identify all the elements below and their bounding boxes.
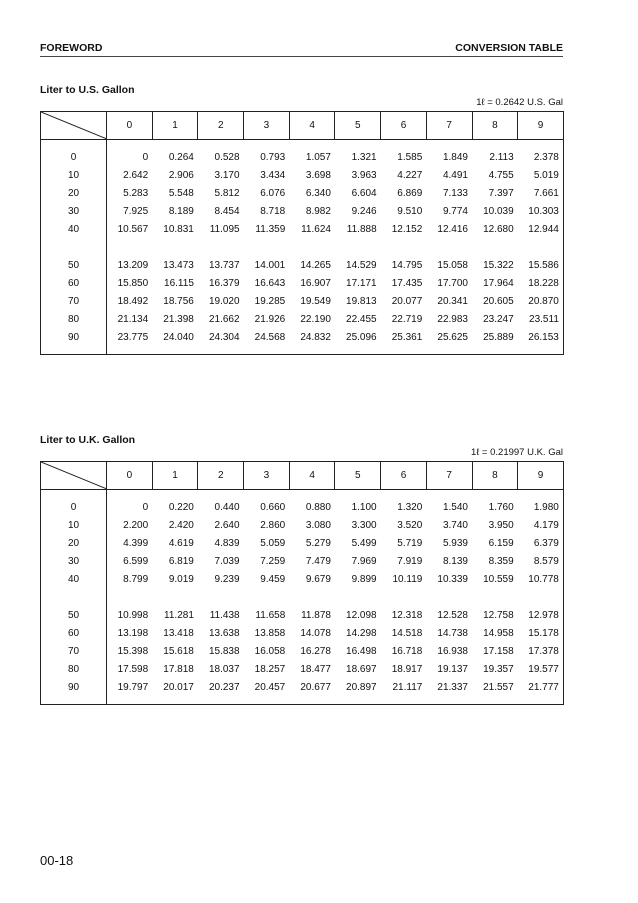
value-cell: 21.662	[208, 313, 240, 325]
value-cell: 7.661	[518, 184, 564, 202]
value-cell: 14.298	[346, 627, 377, 639]
value-cell: 11.888	[346, 223, 377, 235]
table-row	[41, 552, 564, 570]
column-header: 2	[198, 112, 244, 140]
value-cell: 13.858	[254, 627, 286, 639]
value-cell: 24.568	[244, 328, 290, 355]
value-cell: 5.283	[123, 187, 149, 199]
value-cell: 15.586	[518, 238, 564, 274]
value-cell: 4.755	[488, 169, 514, 181]
value-cell: 19.357	[483, 663, 514, 675]
value-cell: 10.831	[163, 223, 194, 235]
value-cell: 3.963	[351, 169, 377, 181]
column-header: 1	[152, 462, 198, 490]
value-cell: 17.435	[391, 277, 423, 289]
value-cell: 18.756	[163, 295, 194, 307]
corner-cell	[41, 112, 107, 140]
value-cell: 18.477	[300, 663, 331, 675]
value-cell: 13.737	[208, 259, 240, 271]
value-cell: 10.567	[117, 223, 149, 235]
value-cell: 9.510	[397, 205, 423, 217]
value-cell: 10.778	[518, 570, 564, 588]
column-header: 8	[472, 112, 518, 140]
row-header: 0	[41, 490, 107, 517]
value-cell: 3.300	[351, 519, 377, 531]
value-cell: 18.257	[254, 663, 286, 675]
value-cell: 8.359	[488, 555, 514, 567]
value-cell: 17.964	[483, 277, 514, 289]
row-header: 50	[41, 238, 107, 274]
row-header: 0	[41, 140, 107, 167]
us-unit-note: 1ℓ = 0.2642 U.S. Gal	[476, 97, 563, 108]
value-cell: 21.398	[163, 313, 194, 325]
row-header: 10	[41, 166, 107, 184]
value-cell: 17.158	[483, 645, 514, 657]
value-cell: 12.416	[437, 223, 468, 235]
value-cell: 9.774	[442, 205, 468, 217]
header-rule	[40, 56, 563, 57]
page-header	[40, 42, 563, 54]
row-header: 80	[41, 660, 107, 678]
value-cell: 16.379	[208, 277, 240, 289]
row-header: 30	[41, 552, 107, 570]
section-label: FOREWORD	[40, 42, 103, 54]
value-cell: 12.318	[391, 609, 423, 621]
page-number: 00-18	[40, 853, 74, 868]
column-header: 9	[518, 462, 564, 490]
table-header-row	[41, 112, 564, 140]
value-cell: 21.337	[426, 678, 472, 705]
value-cell: 6.869	[397, 187, 423, 199]
value-cell: 9.019	[168, 573, 194, 585]
table-row	[41, 220, 564, 238]
value-cell: 10.998	[117, 609, 149, 621]
us-conversion-table	[40, 111, 564, 355]
column-header: 0	[107, 112, 153, 140]
value-cell: 0	[142, 501, 149, 513]
uk-table-title: Liter to U.K. Gallon	[40, 434, 136, 446]
table-row	[41, 184, 564, 202]
value-cell: 2.378	[518, 140, 564, 167]
value-cell: 1.100	[351, 501, 377, 513]
value-cell: 6.819	[168, 555, 194, 567]
value-cell: 10.339	[437, 573, 468, 585]
us-table-title: Liter to U.S. Gallon	[40, 84, 135, 96]
value-cell: 16.278	[300, 645, 331, 657]
value-cell: 15.322	[483, 259, 514, 271]
column-header: 6	[381, 462, 427, 490]
value-cell: 19.020	[208, 295, 240, 307]
diagonal-line	[41, 462, 107, 489]
value-cell: 25.625	[426, 328, 472, 355]
value-cell: 5.059	[260, 537, 286, 549]
value-cell: 13.473	[163, 259, 194, 271]
value-cell: 14.001	[254, 259, 286, 271]
value-cell: 6.159	[488, 537, 514, 549]
value-cell: 7.259	[260, 555, 286, 567]
column-header: 4	[289, 112, 335, 140]
value-cell: 11.438	[209, 609, 240, 621]
row-header: 90	[41, 678, 107, 705]
table-row	[41, 310, 564, 328]
column-header: 3	[244, 462, 290, 490]
value-cell: 7.039	[214, 555, 240, 567]
value-cell: 17.378	[518, 642, 564, 660]
value-cell: 19.285	[254, 295, 286, 307]
value-cell: 9.899	[351, 573, 377, 585]
value-cell: 19.577	[518, 660, 564, 678]
value-cell: 11.658	[255, 609, 286, 621]
column-header: 6	[381, 112, 427, 140]
value-cell: 13.198	[117, 627, 149, 639]
value-cell: 5.279	[305, 537, 331, 549]
column-header: 8	[472, 462, 518, 490]
value-cell: 24.832	[289, 328, 335, 355]
value-cell: 19.549	[300, 295, 331, 307]
value-cell: 3.950	[488, 519, 514, 531]
value-cell: 12.944	[518, 220, 564, 238]
column-header: 5	[335, 112, 381, 140]
value-cell: 9.459	[260, 573, 286, 585]
value-cell: 5.499	[351, 537, 377, 549]
value-cell: 7.969	[351, 555, 377, 567]
value-cell: 6.599	[123, 555, 149, 567]
value-cell: 18.037	[208, 663, 240, 675]
value-cell: 14.265	[300, 259, 331, 271]
value-cell: 2.113	[489, 151, 514, 163]
column-header: 1	[152, 112, 198, 140]
value-cell: 21.134	[117, 313, 149, 325]
value-cell: 6.076	[260, 187, 286, 199]
value-cell: 18.492	[117, 295, 149, 307]
value-cell: 17.818	[163, 663, 194, 675]
value-cell: 1.321	[351, 151, 377, 163]
value-cell: 15.618	[163, 645, 194, 657]
value-cell: 25.889	[472, 328, 518, 355]
value-cell: 0.220	[168, 501, 194, 513]
column-header: 4	[289, 462, 335, 490]
value-cell: 2.200	[123, 519, 149, 531]
value-cell: 12.758	[483, 609, 514, 621]
value-cell: 0.440	[214, 501, 240, 513]
row-header: 10	[41, 516, 107, 534]
value-cell: 19.797	[107, 678, 153, 705]
value-cell: 13.638	[208, 627, 240, 639]
value-cell: 5.939	[442, 537, 468, 549]
column-header: 3	[244, 112, 290, 140]
value-cell: 0.264	[168, 151, 194, 163]
value-cell: 15.850	[117, 277, 149, 289]
value-cell: 23.247	[483, 313, 514, 325]
value-cell: 20.237	[198, 678, 244, 705]
table-row	[41, 166, 564, 184]
uk-unit-note: 1ℓ = 0.21997 U.K. Gal	[470, 447, 563, 458]
value-cell: 20.457	[244, 678, 290, 705]
value-cell: 22.983	[437, 313, 468, 325]
value-cell: 18.697	[346, 663, 377, 675]
row-header: 40	[41, 220, 107, 238]
value-cell: 2.906	[168, 169, 194, 181]
value-cell: 23.775	[107, 328, 153, 355]
table-row	[41, 202, 564, 220]
value-cell: 24.040	[152, 328, 198, 355]
table-row	[41, 490, 564, 517]
value-cell: 13.209	[117, 259, 149, 271]
value-cell: 11.281	[164, 609, 194, 621]
value-cell: 9.246	[351, 205, 377, 217]
page-topic-label: CONVERSION TABLE	[455, 42, 563, 54]
value-cell: 7.919	[397, 555, 423, 567]
value-cell: 21.926	[254, 313, 286, 325]
value-cell: 0.793	[260, 151, 286, 163]
value-cell: 15.398	[117, 645, 149, 657]
value-cell: 0	[142, 151, 149, 163]
column-header: 7	[426, 112, 472, 140]
corner-cell	[41, 462, 107, 490]
value-cell: 25.361	[381, 328, 427, 355]
value-cell: 8.139	[442, 555, 468, 567]
value-cell: 5.019	[518, 166, 564, 184]
value-cell: 12.098	[346, 609, 377, 621]
value-cell: 18.228	[518, 274, 564, 292]
table-row	[41, 140, 564, 167]
value-cell: 14.078	[300, 627, 331, 639]
value-cell: 7.925	[123, 205, 149, 217]
value-cell: 4.491	[442, 169, 468, 181]
table-row	[41, 292, 564, 310]
value-cell: 17.700	[437, 277, 468, 289]
value-cell: 3.740	[442, 519, 468, 531]
diagonal-line	[41, 112, 107, 139]
row-header: 80	[41, 310, 107, 328]
value-cell: 22.455	[346, 313, 377, 325]
table-row	[41, 516, 564, 534]
row-header: 50	[41, 588, 107, 624]
value-cell: 11.359	[255, 223, 286, 235]
value-cell: 8.982	[305, 205, 331, 217]
value-cell: 14.738	[437, 627, 468, 639]
table-row	[41, 274, 564, 292]
value-cell: 16.058	[254, 645, 286, 657]
value-cell: 1.760	[488, 501, 514, 513]
value-cell: 20.677	[289, 678, 335, 705]
value-cell: 17.171	[346, 277, 377, 289]
value-cell: 15.178	[518, 624, 564, 642]
value-cell: 21.117	[381, 678, 427, 705]
value-cell: 4.619	[168, 537, 194, 549]
value-cell: 3.434	[260, 169, 286, 181]
value-cell: 20.870	[518, 292, 564, 310]
value-cell: 2.640	[214, 519, 240, 531]
value-cell: 5.812	[214, 187, 240, 199]
value-cell: 21.777	[518, 678, 564, 705]
table-row	[41, 238, 564, 274]
value-cell: 14.529	[346, 259, 377, 271]
value-cell: 6.604	[351, 187, 377, 199]
value-cell: 8.454	[214, 205, 240, 217]
column-header: 5	[335, 462, 381, 490]
value-cell: 11.095	[209, 223, 240, 235]
row-header: 20	[41, 184, 107, 202]
value-cell: 10.303	[518, 202, 564, 220]
value-cell: 5.719	[397, 537, 423, 549]
value-cell: 9.679	[305, 573, 331, 585]
table-row	[41, 570, 564, 588]
value-cell: 25.096	[335, 328, 381, 355]
table-row	[41, 588, 564, 624]
value-cell: 7.397	[488, 187, 514, 199]
value-cell: 8.189	[168, 205, 194, 217]
value-cell: 3.520	[397, 519, 423, 531]
table-header-row	[41, 462, 564, 490]
value-cell: 10.119	[392, 573, 423, 585]
value-cell: 12.978	[518, 588, 564, 624]
value-cell: 8.799	[123, 573, 149, 585]
value-cell: 5.548	[168, 187, 194, 199]
value-cell: 20.077	[391, 295, 423, 307]
value-cell: 3.698	[305, 169, 331, 181]
value-cell: 2.420	[168, 519, 194, 531]
value-cell: 3.170	[214, 169, 240, 181]
row-header: 60	[41, 274, 107, 292]
value-cell: 2.860	[260, 519, 286, 531]
value-cell: 1.980	[518, 490, 564, 517]
value-cell: 10.559	[483, 573, 514, 585]
value-cell: 11.878	[301, 609, 331, 621]
value-cell: 16.938	[437, 645, 468, 657]
column-header: 2	[198, 462, 244, 490]
value-cell: 12.680	[483, 223, 514, 235]
value-cell: 14.795	[391, 259, 423, 271]
value-cell: 22.719	[391, 313, 423, 325]
value-cell: 16.718	[391, 645, 423, 657]
table-row	[41, 660, 564, 678]
value-cell: 16.643	[254, 277, 286, 289]
value-cell: 6.340	[305, 187, 331, 199]
row-header: 70	[41, 292, 107, 310]
row-header: 90	[41, 328, 107, 355]
value-cell: 1.585	[397, 151, 423, 163]
value-cell: 12.152	[391, 223, 423, 235]
value-cell: 16.498	[346, 645, 377, 657]
value-cell: 19.137	[437, 663, 468, 675]
value-cell: 15.838	[208, 645, 240, 657]
value-cell: 14.518	[391, 627, 423, 639]
column-header: 0	[107, 462, 153, 490]
value-cell: 2.642	[123, 169, 149, 181]
value-cell: 4.839	[214, 537, 240, 549]
value-cell: 22.190	[300, 313, 331, 325]
value-cell: 8.579	[518, 552, 564, 570]
value-cell: 15.058	[437, 259, 468, 271]
value-cell: 9.239	[214, 573, 240, 585]
value-cell: 14.958	[483, 627, 514, 639]
row-header: 60	[41, 624, 107, 642]
value-cell: 1.057	[305, 151, 331, 163]
table-row	[41, 534, 564, 552]
value-cell: 0.660	[260, 501, 286, 513]
row-header: 70	[41, 642, 107, 660]
table-row	[41, 678, 564, 705]
value-cell: 11.624	[301, 223, 331, 235]
value-cell: 0.880	[305, 501, 331, 513]
value-cell: 1.320	[397, 501, 423, 513]
value-cell: 16.907	[300, 277, 331, 289]
value-cell: 6.379	[518, 534, 564, 552]
value-cell: 18.917	[391, 663, 423, 675]
value-cell: 26.153	[518, 328, 564, 355]
value-cell: 4.227	[397, 169, 423, 181]
value-cell: 4.179	[518, 516, 564, 534]
value-cell: 1.540	[442, 501, 468, 513]
value-cell: 4.399	[123, 537, 149, 549]
value-cell: 24.304	[198, 328, 244, 355]
value-cell: 23.511	[518, 310, 564, 328]
value-cell: 20.897	[335, 678, 381, 705]
value-cell: 7.133	[442, 187, 468, 199]
value-cell: 0.528	[214, 151, 240, 163]
value-cell: 20.017	[152, 678, 198, 705]
value-cell: 16.115	[164, 277, 194, 289]
table-row	[41, 328, 564, 355]
value-cell: 7.479	[305, 555, 331, 567]
value-cell: 8.718	[260, 205, 286, 217]
row-header: 20	[41, 534, 107, 552]
column-header: 9	[518, 112, 564, 140]
value-cell: 20.605	[483, 295, 514, 307]
value-cell: 20.341	[437, 295, 468, 307]
value-cell: 10.039	[483, 205, 514, 217]
value-cell: 21.557	[472, 678, 518, 705]
value-cell: 17.598	[117, 663, 149, 675]
table-row	[41, 624, 564, 642]
value-cell: 19.813	[346, 295, 377, 307]
value-cell: 1.849	[442, 151, 468, 163]
uk-conversion-table	[40, 461, 564, 705]
column-header: 7	[426, 462, 472, 490]
value-cell: 3.080	[305, 519, 331, 531]
value-cell: 12.528	[437, 609, 468, 621]
table-row	[41, 642, 564, 660]
value-cell: 13.418	[163, 627, 194, 639]
row-header: 40	[41, 570, 107, 588]
row-header: 30	[41, 202, 107, 220]
